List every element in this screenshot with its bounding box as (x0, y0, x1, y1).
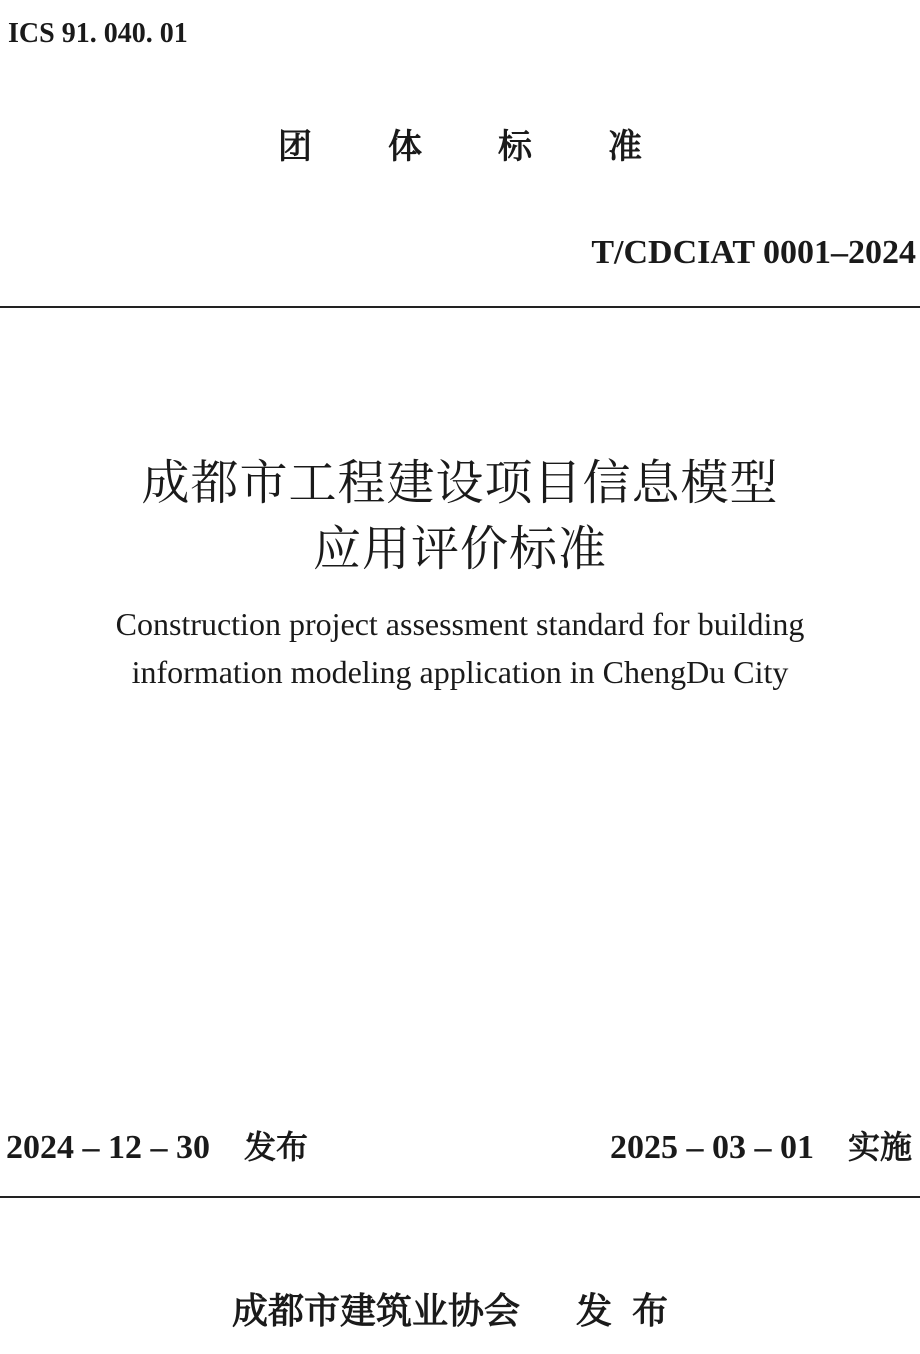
title-chinese-line-1: 成都市工程建设项目信息模型 (141, 455, 779, 511)
publisher-line (0, 1286, 920, 1338)
release-date: 2024 – 12 – 30 (6, 1129, 210, 1166)
standard-type (0, 122, 920, 172)
implement-date: 2025 – 03 – 01 (609, 1129, 814, 1166)
standard-type-char: 团 (278, 127, 312, 167)
title-english-line-2: information modeling application in ChengDu City (131, 654, 789, 690)
publish-label: 发布 (576, 1291, 689, 1332)
title-chinese-line-2: 应用评价标准 (312, 521, 607, 577)
ics-code: ICS 91. 040. 01 (8, 18, 188, 49)
release-label: 发布 (244, 1128, 309, 1166)
standard-type-char: 标 (498, 127, 532, 167)
title-english (0, 600, 920, 696)
release-info (6, 1122, 308, 1173)
standard-type-char: 准 (608, 127, 642, 167)
bottom-divider (0, 1196, 920, 1198)
publisher-name: 成都市建筑业协会 (231, 1291, 520, 1332)
implement-info (610, 1122, 912, 1173)
standard-type-char: 体 (388, 127, 422, 167)
title-chinese (0, 450, 920, 582)
title-english-line-1: Construction project assessment standard for building (115, 606, 805, 642)
standard-number: T/CDCIAT 0001–2024 (591, 234, 916, 271)
implement-label: 实施 (847, 1128, 912, 1166)
top-divider (0, 306, 920, 308)
